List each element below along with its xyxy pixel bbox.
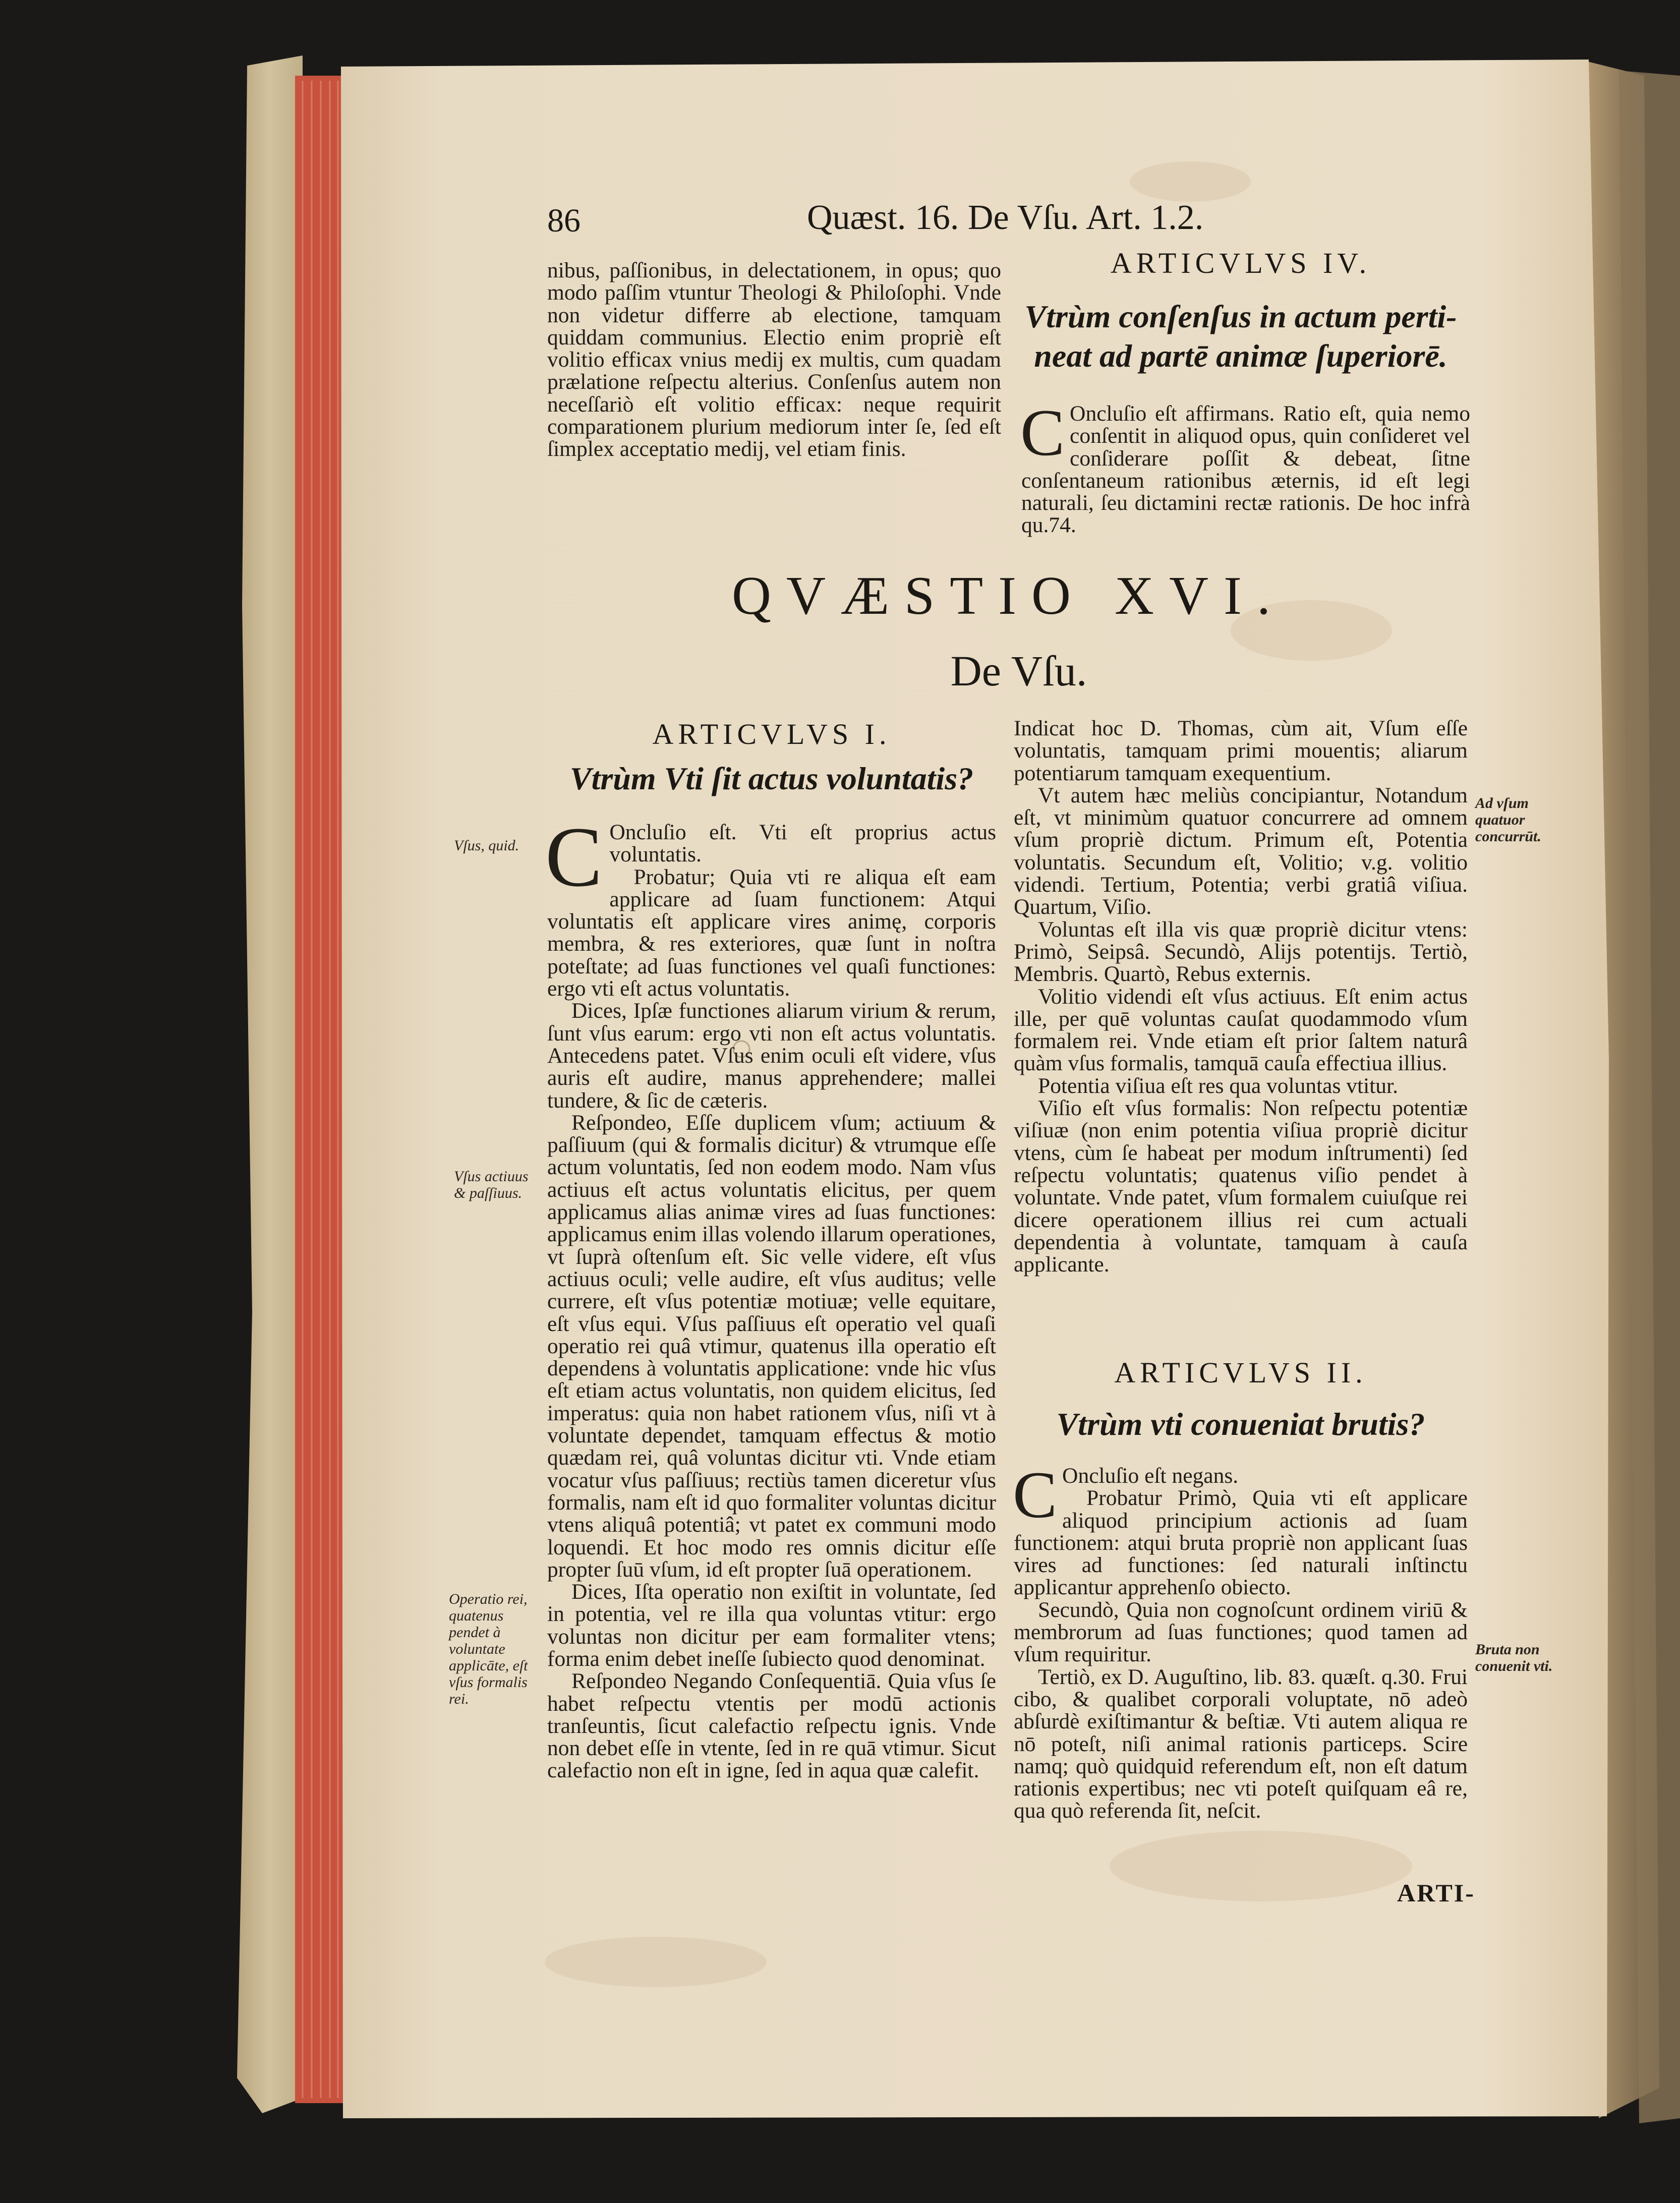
article-iv-heading: ARTICVLVS IV. — [1110, 247, 1371, 279]
article-ii-heading: ARTICVLVS II. — [1114, 1356, 1367, 1389]
paragraph: Oncluſio eſt negans. — [1062, 1464, 1239, 1488]
article-iv-text: Oncluſio eſt affirmans. Ratio eſt, quia nemo conſentit in aliquod opus, quin conſideret vel conſiderare poſſit & debeat, ſitne conſentaneum rationibus æternis, id eſt legi naturali, ſeu dictamini rectæ rationis. De hoc infrà qu.74. — [1021, 401, 1470, 538]
margin-note-bruta: Bruta non conuenit vti. — [1475, 1641, 1553, 1674]
margin-note-ad-vsum: Ad vſum quatuor concurrūt. — [1475, 795, 1541, 845]
dropcap: C — [1020, 395, 1065, 470]
page-number: 86 — [547, 202, 581, 239]
dropcap: C — [545, 809, 603, 904]
continuation-text: nibus, paſſionibus, in delectationem, in opus; quo modo paſſim vtuntur Theologi & Philoſophi. Vnde non videtur differre ab electione, tamquam quiddam communius. Electio enim propriè eſt volitio efficax vnius medij ex multis, cum quadam prælatione reſpectu alterius. Conſenſus autem non neceſſariò eſt volitio efficax: neque requirit comparationem plurium mediorum inter ſe, ſed eſt ſimplex acceptatio medij, vel etiam finis. — [547, 258, 1001, 461]
paragraph: Reſpondeo, Eſſe duplicem vſum; actiuum & paſſiuum (qui & formalis dicitur) & vtrumque eſſe actum voluntatis, ſed non eodem modo. Nam vſus actiuus eſt actus voluntatis elicitus, per quem applicamus alias animæ vires ad ſuas functiones: applicamus enim illas volendo illarum operationes, vt ſuprà oſtenſum eſt. Sic velle videre, eſt vſus actiuus oculi; velle audire, eſt vſus auditus; velle currere, eſt vſus potentiæ motiuæ; velle equitare, eſt vſus equi. Vſus paſſiuus eſt operatio vel quaſi operatio rei quâ vtimur, quatenus illa operatio eſt dependens à voluntatis applicatione: vnde hic vſus eſt etiam actus voluntatis, non quidem elicitus, ſed imperatus: quia non habet rationem vſus, niſi vt à voluntate dependet, tamquam effectus & motio quædam rei, quâ voluntas dicitur vti. Vnde etiam vocatur vſus paſſiuus; rectiùs tamen diceretur vſus formalis, nam eſt id quo formaliter voluntas dicitur vtens aliquâ potentiâ; vt patet ex communi modo loquendi. Et hoc modo res omnis dicitur eſſe propter ſuū vſum, id eſt propter ſuā operationem. — [547, 1110, 996, 1582]
paragraph: Volitio videndi eſt vſus actiuus. Eſt enim actus ille, per quē voluntas cauſat quodammodo vſum formalem rei. Vnde etiam eſt prior ſaltem naturâ quàm vſus formalis, tamquā cauſa effectiua illius. — [1014, 984, 1468, 1076]
paragraph: Secundò, Quia non cognoſcunt ordinem viriū & membrorum ad ſuas functiones; quod tamen ad vſum requiritur. — [1014, 1597, 1468, 1667]
question-subtitle: De Vſu. — [950, 647, 1087, 695]
article-ii-body — [1013, 1458, 1468, 1823]
paragraph: Probatur; Quia vti re aliqua eſt eam applicare ad ſuam functionem: Atqui voluntatis eſt applicare vires animę, corporis membra, & res exteriores, quæ ſunt in noſtra poteſtate; ad ſuas functiones vel quaſi functiones: ergo vti eſt actus voluntatis. — [547, 864, 996, 1001]
article-iv-question-1: Vtrùm conſenſus in actum perti- — [1024, 299, 1457, 334]
margin-note-operatio: Operatio rei, quatenus pendet à voluntate applicāte, eſt vſus formalis rei. — [449, 1591, 528, 1707]
paragraph: Voluntas eſt illa vis quæ propriè dicitur vtens: Primò, Seipsâ. Secundò, Alijs potentijs. Tertiò, Membris. Quartò, Rebus externis. — [1014, 917, 1468, 987]
article-ii-question: Vtrùm vti conueniat brutis? — [1056, 1406, 1425, 1442]
running-title: Quæst. 16. De Vſu. Art. 1.2. — [807, 198, 1204, 237]
question-title: QVÆSTIO XVI. — [732, 566, 1286, 626]
article-iv-question-2: neat ad partē animæ ſuperiorē. — [1034, 338, 1447, 374]
paragraph: Indicat hoc D. Thomas, cùm ait, Vſum eſſe voluntatis, tamquam primi mouentis; aliarum potentiarum tamquam exequentium. — [1014, 716, 1468, 785]
article-i-body — [545, 809, 996, 1783]
paragraph: Viſio eſt vſus formalis: Non reſpectu potentiæ viſiuæ (non enim potentia viſiua propriè dicitur vtens, cùm ſe habeat per modum inſtrumenti) ſed reſpectu voluntatis; quatenus viſio pendet à voluntate. Vnde patet, vſum formalem cuiuſque rei dicere operationem illius rei cum actuali dependentia à voluntate, tamquam à cauſa applicante. — [1014, 1096, 1468, 1277]
right-column-body — [1014, 717, 1468, 1276]
paragraph: Vt autem hæc meliùs concipiantur, Notandum eſt, vt minimùm quatuor concurrere ad omnem vſum propriè dictum. Primum eſt, Potentia voluntatis. Secundum eſt, Volitio; v.g. volitio videndi. Tertium, Potentia; verbi gratiâ viſiua. Quartum, Viſio. — [1014, 783, 1468, 919]
catchword: ARTI- — [1397, 1879, 1475, 1907]
margin-note-vsus-quid: Vſus, quid. — [454, 837, 519, 854]
paragraph: Reſpondeo Negando Conſequentiā. Quia vſus ſe habet reſpectu vtentis per modū actionis tranſeuntis, ſicut calefactio reſpectu ignis. Vnde non debet eſſe in vtente, ſed in re quā vtimur. Sicut calefactio non eſt in igne, ſed in aqua quæ calefit. — [547, 1669, 996, 1783]
dropcap: C — [1013, 1458, 1058, 1532]
paragraph: Dices, Ipſæ functiones aliarum virium & rerum, ſunt vſus earum: ergo vti non eſt actus voluntatis. Antecedens patet. Vſus enim oculi eſt videre, vſus auris eſt audire, manus apprehendere; mallei tundere, & ſic de cæteris. — [547, 999, 996, 1113]
paragraph: Oncluſio eſt. Vti eſt proprius actus voluntatis. — [609, 820, 996, 867]
paragraph: Tertiò, ex D. Auguſtino, lib. 83. quæſt. q.30. Frui cibo, & qualibet corporali voluptate, nō adeò abſurdè exiſtimantur & beſtiæ. Vti autem aliqua re nō poteſt, niſi animal rationis particeps. Scire namq; quò quidquid referendum eſt, non eſt datum rationis expertibus; nec vti poteſt quiſquam eâ re, qua quò referenda ſit, neſcit. — [1014, 1664, 1468, 1823]
paragraph: Potentia viſiua eſt res qua voluntas vtitur. — [1038, 1073, 1399, 1098]
paragraph: Probatur Primò, Quia vti eſt applicare aliquod principium actionis ad ſuam functionem: atqui bruta propriè non applicant ſuas vires ad functiones: ſed naturali inſtinctu applicantur apprehenſo obiecto. — [1014, 1486, 1468, 1600]
article-i-heading: ARTICVLVS I. — [652, 718, 891, 750]
paragraph: Dices, Iſta operatio non exiſtit in voluntate, ſed in potentia, vel re illa qua voluntas vtitur: ergo voluntas non dicitur per eam formaliter vtens; forma enim debet ineſſe ſubiecto quod denominat. — [547, 1580, 996, 1671]
margin-note-vsus-activus: Vſus actiuus & paſſiuus. — [454, 1168, 529, 1201]
article-i-question: Vtrùm Vti ſit actus voluntatis? — [569, 761, 974, 796]
continuation-paragraph — [547, 259, 1001, 460]
article-iv-body — [1020, 395, 1470, 538]
